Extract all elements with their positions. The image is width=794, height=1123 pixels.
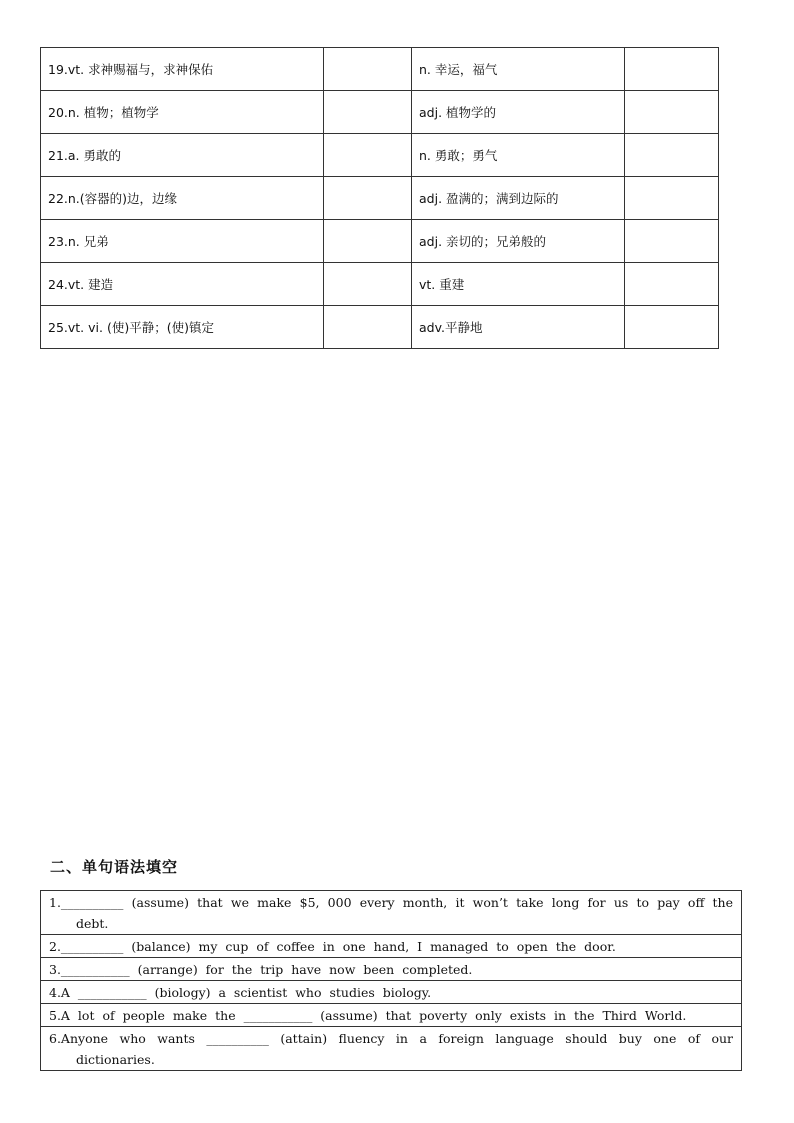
derivative-definition: adj. 植物学的 <box>412 91 625 134</box>
answer-cell[interactable] <box>625 177 719 220</box>
derivative-definition: adj. 盈满的；满到边际的 <box>412 177 625 220</box>
answer-cell[interactable] <box>625 134 719 177</box>
answer-cell[interactable] <box>324 134 412 177</box>
question-text[interactable]: 6.Anyone who wants __________ (attain) fluency in a foreign language should buy one of our dictionaries. <box>49 1031 733 1067</box>
answer-cell[interactable] <box>625 306 719 349</box>
derivative-definition: vt. 重建 <box>412 263 625 306</box>
grammar-item <box>41 891 742 935</box>
derivative-definition: adv.平静地 <box>412 306 625 349</box>
answer-cell[interactable] <box>324 48 412 91</box>
answer-cell[interactable] <box>625 263 719 306</box>
grammar-table <box>40 890 742 1071</box>
grammar-item <box>41 1004 742 1027</box>
answer-cell[interactable] <box>324 220 412 263</box>
derivative-definition: adj. 亲切的；兄弟般的 <box>412 220 625 263</box>
derivative-definition: n. 勇敢；勇气 <box>412 134 625 177</box>
vocab-row <box>41 263 719 306</box>
vocab-definition: 24.vt. 建造 <box>41 263 324 306</box>
answer-cell[interactable] <box>625 48 719 91</box>
vocab-definition: 19.vt. 求神赐福与，求神保佑 <box>41 48 324 91</box>
answer-cell[interactable] <box>324 263 412 306</box>
grammar-item <box>41 935 742 958</box>
vocab-definition: 25.vt. vi. (使)平静；(使)镇定 <box>41 306 324 349</box>
vocab-row <box>41 91 719 134</box>
question-text[interactable]: 2.__________ (balance) my cup of coffee in one hand, I managed to open the door. <box>49 939 616 954</box>
answer-cell[interactable] <box>625 91 719 134</box>
vocab-definition: 23.n. 兄弟 <box>41 220 324 263</box>
vocab-definition: 21.a. 勇敢的 <box>41 134 324 177</box>
question-text[interactable]: 5.A lot of people make the ___________ (assume) that poverty only exists in the Third World. <box>49 1008 687 1023</box>
vocab-row <box>41 306 719 349</box>
question-text[interactable]: 3.___________ (arrange) for the trip have now been completed. <box>49 962 473 977</box>
vocab-definition: 20.n. 植物；植物学 <box>41 91 324 134</box>
vocabulary-table <box>40 47 719 349</box>
vocab-row <box>41 48 719 91</box>
answer-cell[interactable] <box>324 177 412 220</box>
question-text[interactable]: 4.A ___________ (biology) a scientist who studies biology. <box>49 985 432 1000</box>
answer-cell[interactable] <box>324 306 412 349</box>
section-title: 二、单句语法填空 <box>50 858 179 876</box>
grammar-item <box>41 958 742 981</box>
question-text[interactable]: 1.__________ (assume) that we make $5, 000 every month, it won’t take long for us to pay off the debt. <box>49 895 733 931</box>
vocab-row <box>41 134 719 177</box>
derivative-definition: n. 幸运，福气 <box>412 48 625 91</box>
vocab-definition: 22.n.(容器的)边，边缘 <box>41 177 324 220</box>
answer-cell[interactable] <box>324 91 412 134</box>
grammar-item <box>41 981 742 1004</box>
vocab-row <box>41 177 719 220</box>
grammar-item <box>41 1027 742 1071</box>
vocab-row <box>41 220 719 263</box>
answer-cell[interactable] <box>625 220 719 263</box>
